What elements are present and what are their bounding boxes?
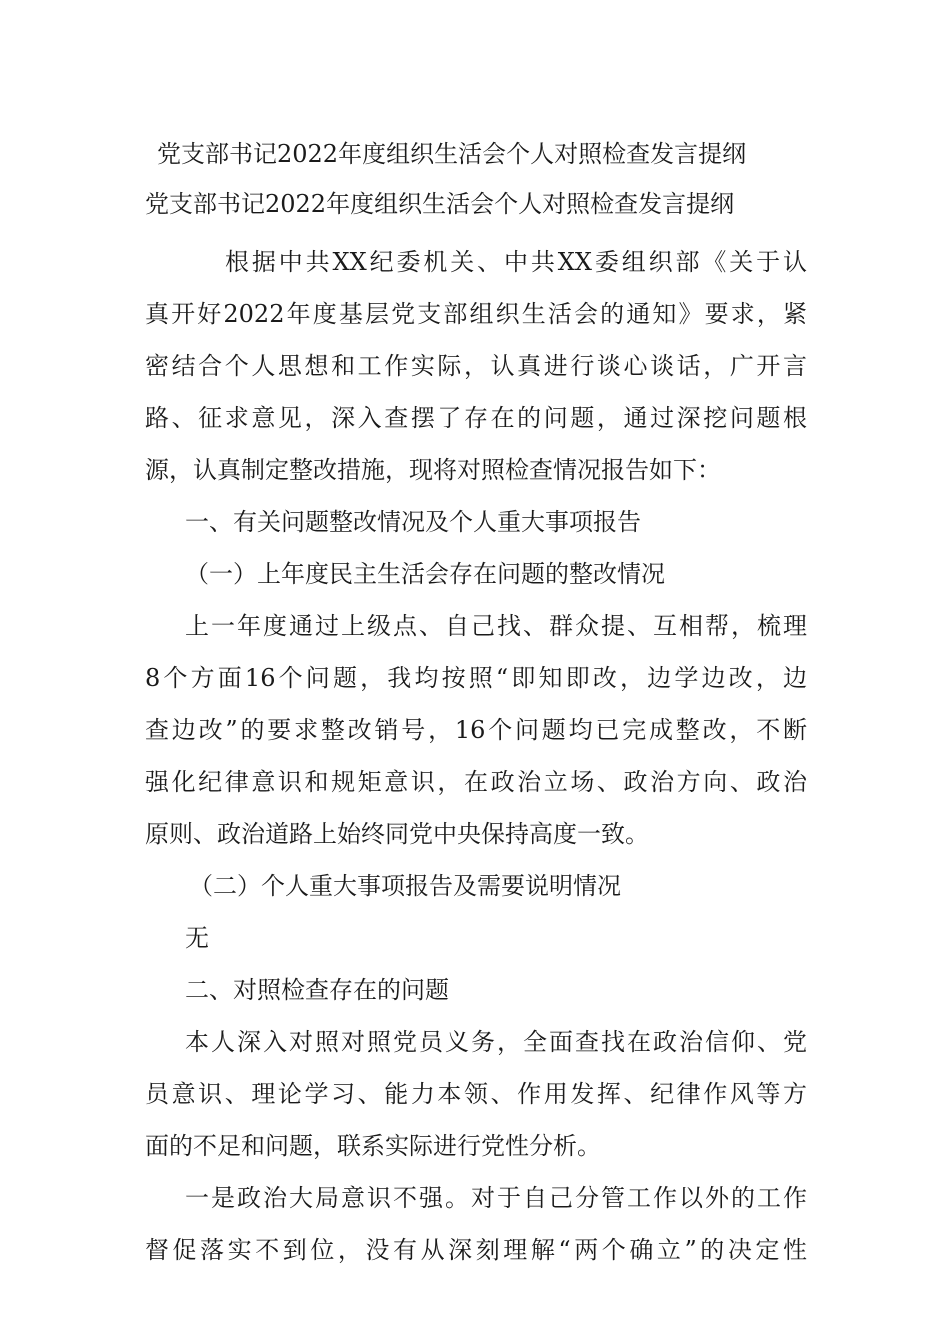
section2-line: 本人深入对照对照党员义务，全面查找在政治信仰、党 (185, 1028, 807, 1056)
sub2-heading: （二）个人重大事项报告及需要说明情况 (189, 872, 621, 900)
document-title: 党支部书记2022年度组织生活会个人对照检查发言提纲 (157, 140, 747, 168)
sub1-line: 强化纪律意识和规矩意识，在政治立场、政治方向、政治 (145, 768, 807, 796)
section2-line: 员意识、理论学习、能力本领、作用发挥、纪律作风等方 (145, 1080, 807, 1108)
sub1-line: 上一年度通过上级点、自己找、群众提、互相帮，梳理 (185, 612, 807, 640)
point1-line: 督促落实不到位，没有从深刻理解“两个确立”的决定性 (145, 1236, 807, 1264)
point1-line: 一是政治大局意识不强。对于自己分管工作以外的工作 (185, 1184, 807, 1212)
sub1-line: 查边改”的要求整改销号，16个问题均已完成整改，不断 (145, 716, 807, 744)
intro-line: 路、征求意见，深入查摆了存在的问题，通过深挖问题根 (145, 404, 807, 432)
intro-line: 真开好2022年度基层党支部组织生活会的通知》要求，紧 (145, 300, 807, 328)
sub1-paragraph (145, 600, 807, 860)
intro-line: 密结合个人思想和工作实际，认真进行谈心谈话，广开言 (145, 352, 807, 380)
section1-heading: 一、有关问题整改情况及个人重大事项报告 (185, 508, 641, 536)
sub1-heading: （一）上年度民主生活会存在问题的整改情况 (185, 560, 665, 588)
sub1-line: 8个方面16个问题，我均按照“即知即改，边学边改，边 (145, 664, 807, 692)
intro-line: 源，认真制定整改措施，现将对照检查情况报告如下： (145, 456, 721, 484)
section2-heading: 二、对照检查存在的问题 (185, 976, 449, 1004)
sub1-line: 原则、政治道路上始终同党中央保持高度一致。 (145, 820, 649, 848)
sub2-body: 无 (185, 924, 209, 952)
document-body (145, 128, 807, 1276)
intro-paragraph (145, 236, 807, 496)
section2-line: 面的不足和问题，联系实际进行党性分析。 (145, 1132, 601, 1160)
point1-paragraph (145, 1172, 807, 1276)
section2-paragraph (145, 1016, 807, 1172)
document-subtitle: 党支部书记2022年度组织生活会个人对照检查发言提纲 (145, 190, 735, 218)
intro-line: 根据中共XX纪委机关、中共XX委组织部《关于认 (225, 248, 807, 276)
